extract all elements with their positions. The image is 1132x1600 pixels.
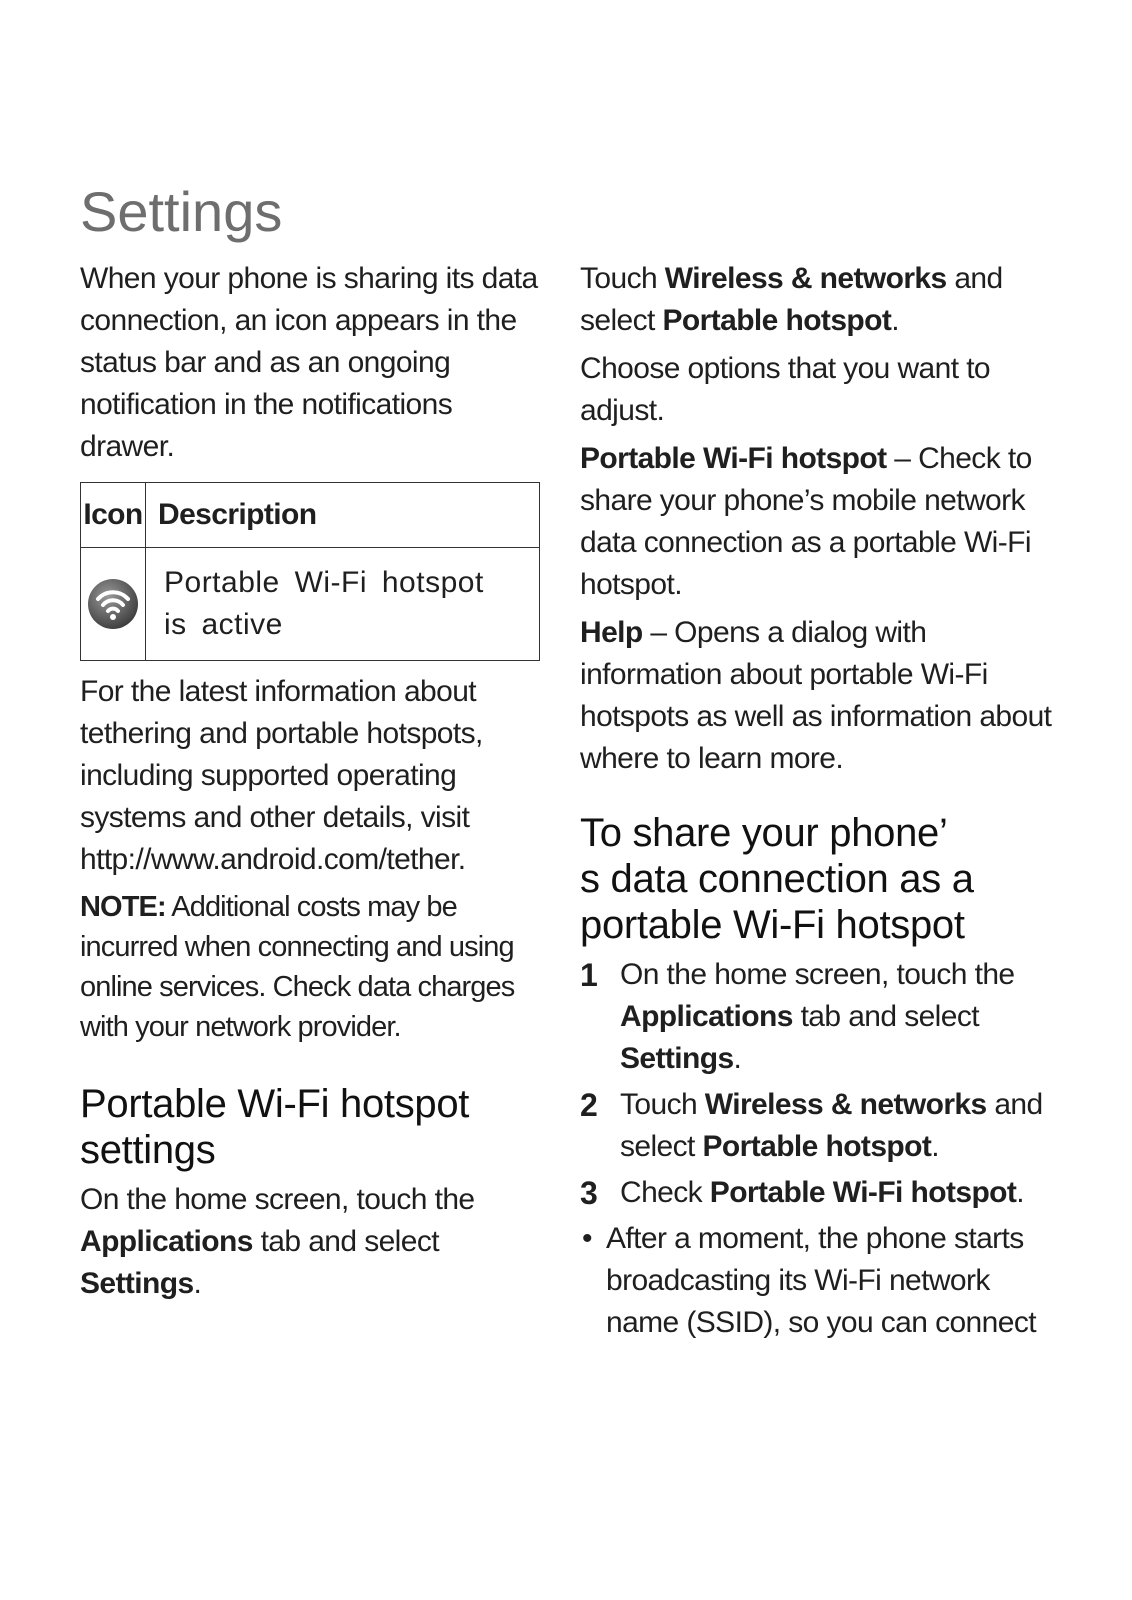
text-fragment: tab and select [252, 1225, 439, 1258]
section-heading-share-connection [580, 810, 1060, 948]
text-fragment: Check [620, 1176, 710, 1209]
table-header-icon: Icon [81, 483, 146, 548]
text-fragment: and select [580, 262, 1003, 337]
wifi-hotspot-icon [86, 577, 140, 631]
info-paragraph: For the latest information about tethering and portable hotspots, including supported operating systems and other details, visit http://www.android.com/tether. [80, 675, 483, 876]
step-number: 1 [580, 957, 598, 993]
bold-portable-hotspot: Portable hotspot [662, 304, 892, 337]
text-fragment: Touch [620, 1088, 705, 1121]
text-fragment: On the home screen, touch the [80, 1183, 475, 1216]
table-header-description: Description [146, 483, 540, 548]
heading-line: To share your phone’ [580, 811, 948, 855]
bullet-symbol: • [582, 1222, 592, 1255]
bold-settings: Settings [80, 1267, 194, 1300]
right-column [580, 258, 1060, 1344]
table-row [81, 548, 540, 661]
table-description-cell: Portable Wi-Fi hotspot is active [146, 548, 540, 661]
option-help [580, 612, 1060, 780]
text-fragment: . [733, 1042, 742, 1075]
note-paragraph [80, 887, 540, 1047]
option-portable-hotspot [580, 438, 1060, 606]
bold-term: Applications [620, 1000, 793, 1033]
text-fragment: . [193, 1267, 202, 1300]
left-column [80, 258, 540, 1311]
text-fragment: . [891, 304, 899, 337]
step-item [580, 1084, 1060, 1168]
text-fragment: On the home screen, touch the [620, 958, 1015, 991]
bold-term: Portable Wi-Fi hotspot [709, 1176, 1017, 1209]
note-text: Additional costs may be incurred when connecting and using online services. Check data charges with your network provider. [80, 891, 515, 1043]
text-fragment: . [931, 1130, 939, 1163]
choose-options-paragraph: Choose options that you want to adjust. [580, 352, 991, 427]
step-item [580, 954, 1060, 1080]
heading-line: s data connection as a [580, 857, 974, 901]
bullet-item [580, 1218, 1060, 1344]
page-title: Settings [80, 180, 283, 243]
heading-line: portable Wi-Fi hotspot [580, 903, 965, 947]
text-fragment: tab and select [792, 1000, 979, 1033]
option-text: – Opens a dialog with information about portable Wi-Fi hotspots as well as information about where to learn more. [580, 616, 1052, 775]
table-icon-cell [81, 548, 146, 661]
bold-wireless-networks: Wireless & networks [664, 262, 947, 295]
touch-wireless-paragraph [580, 258, 1060, 342]
bold-applications: Applications [80, 1225, 253, 1258]
step-item [580, 1172, 1060, 1214]
option-text: – Check to share your phone’s mobile network data connection as a portable Wi-Fi hotspot. [580, 442, 1032, 601]
hotspot-settings-paragraph [80, 1179, 540, 1305]
intro-paragraph: When your phone is sharing its data connection, an icon appears in the status bar and as an ongoing notification in the notifications drawer. [80, 262, 538, 463]
option-label: Help [580, 616, 643, 649]
text-fragment: . [1016, 1176, 1025, 1209]
steps-list [580, 954, 1060, 1214]
bullet-text: After a moment, the phone starts broadcasting its Wi-Fi network name (SSID), so you can connect [606, 1222, 1036, 1339]
table-header-row [81, 483, 540, 548]
note-label: NOTE: [80, 891, 166, 923]
text-fragment: Touch [580, 262, 665, 295]
text-fragment: and select [620, 1088, 1043, 1163]
step-number: 2 [580, 1087, 598, 1123]
bold-term: Wireless & networks [704, 1088, 987, 1121]
bold-term: Portable hotspot [702, 1130, 932, 1163]
step-number: 3 [580, 1175, 598, 1211]
bold-term: Settings [620, 1042, 734, 1075]
section-heading-hotspot-settings: Portable Wi-Fi hotspot settings [80, 1082, 470, 1172]
icon-description-table [80, 482, 540, 661]
option-label: Portable Wi-Fi hotspot [580, 442, 887, 475]
